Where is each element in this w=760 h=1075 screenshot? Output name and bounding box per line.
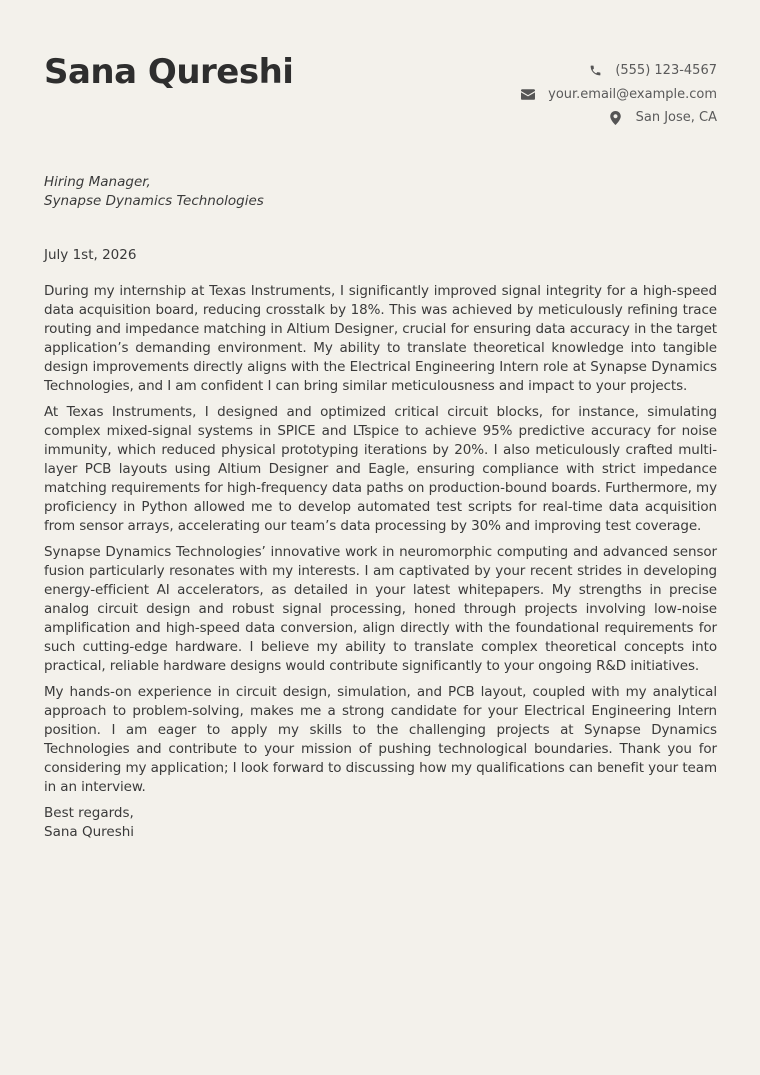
location-text: San Jose, CA: [635, 110, 717, 126]
contact-block: [521, 50, 717, 130]
body-paragraph: At Texas Instruments, I designed and optimized critical circuit blocks, for instance, simulating complex mixed-signal systems in SPICE and LTspice to achieve 95% predictive accuracy for noise immunity, which reduced physical prototyping iterations by 20%. I also meticulously crafted multi-layer PCB layouts using Altium Designer and Eagle, ensuring compliance with strict impedance matching requirements for high-frequency data paths on production-bound boards. Furthermore, my proficiency in Python allowed me to develop automated test scripts for real-time data acquisition from sensor arrays, accelerating our team’s data processing by 30% and improving test coverage.: [44, 403, 717, 534]
signature-name: Sana Qureshi: [44, 823, 135, 840]
phone-text: (555) 123-4567: [615, 63, 717, 79]
body-paragraph: During my internship at Texas Instruments, I significantly improved signal integrity for a high-speed data acquisition board, reducing crosstalk by 18%. This was achieved by meticulously refining trace routing and impedance matching in Altium Designer, crucial for ensuring data accuracy in the target application’s demanding environment. My ability to translate theoretical knowledge into tangible design improvements directly aligns with the Electrical Engineering Intern role at Synapse Dynamics Technologies, and I am confident I can bring similar meticulousness and impact to your projects.: [44, 282, 717, 394]
email-text: your.email@example.com: [548, 86, 717, 102]
body-paragraph: My hands-on experience in circuit design, simulation, and PCB layout, coupled with my analytical approach to problem-solving, makes me a strong candidate for your Electrical Engineering Intern position. I am eager to apply my skills to the challenging projects at Synapse Dynamics Technologies and contribute to your mission of pushing technological boundaries. Thank you for considering my application; I look forward to discussing how my qualifications can benefit your team in an interview.: [44, 683, 717, 795]
letter-header: [44, 50, 717, 130]
contact-location: [609, 106, 717, 130]
recipient-title: Hiring Manager,: [44, 173, 151, 190]
letter-date: July 1st, 2026: [44, 246, 137, 263]
map-pin-icon: [609, 111, 623, 125]
letter-body: [44, 282, 717, 797]
contact-email: [521, 83, 717, 107]
body-paragraph: Synapse Dynamics Technologies’ innovative work in neuromorphic computing and advanced sensor fusion particularly resonates with my interests. I am captivated by your recent strides in developing energy-efficient AI accelerators, as detailed in your latest whitepapers. My strengths in precise analog circuit design and robust signal processing, honed through projects involving low-noise amplification and high-speed data conversion, align directly with the foundational requirements for such cutting-edge hardware. I believe my ability to translate complex theoretical concepts into practical, reliable hardware designs would contribute significantly to your ongoing R&D initiatives.: [44, 543, 717, 674]
recipient-block: [44, 173, 717, 211]
envelope-icon: [521, 87, 535, 101]
recipient-company: Synapse Dynamics Technologies: [44, 192, 264, 209]
applicant-name: Sana Qureshi: [44, 52, 294, 92]
letter-closing: [44, 804, 717, 842]
closing-salutation: Best regards,: [44, 804, 134, 821]
contact-phone: [588, 59, 717, 83]
phone-icon: [588, 64, 602, 78]
